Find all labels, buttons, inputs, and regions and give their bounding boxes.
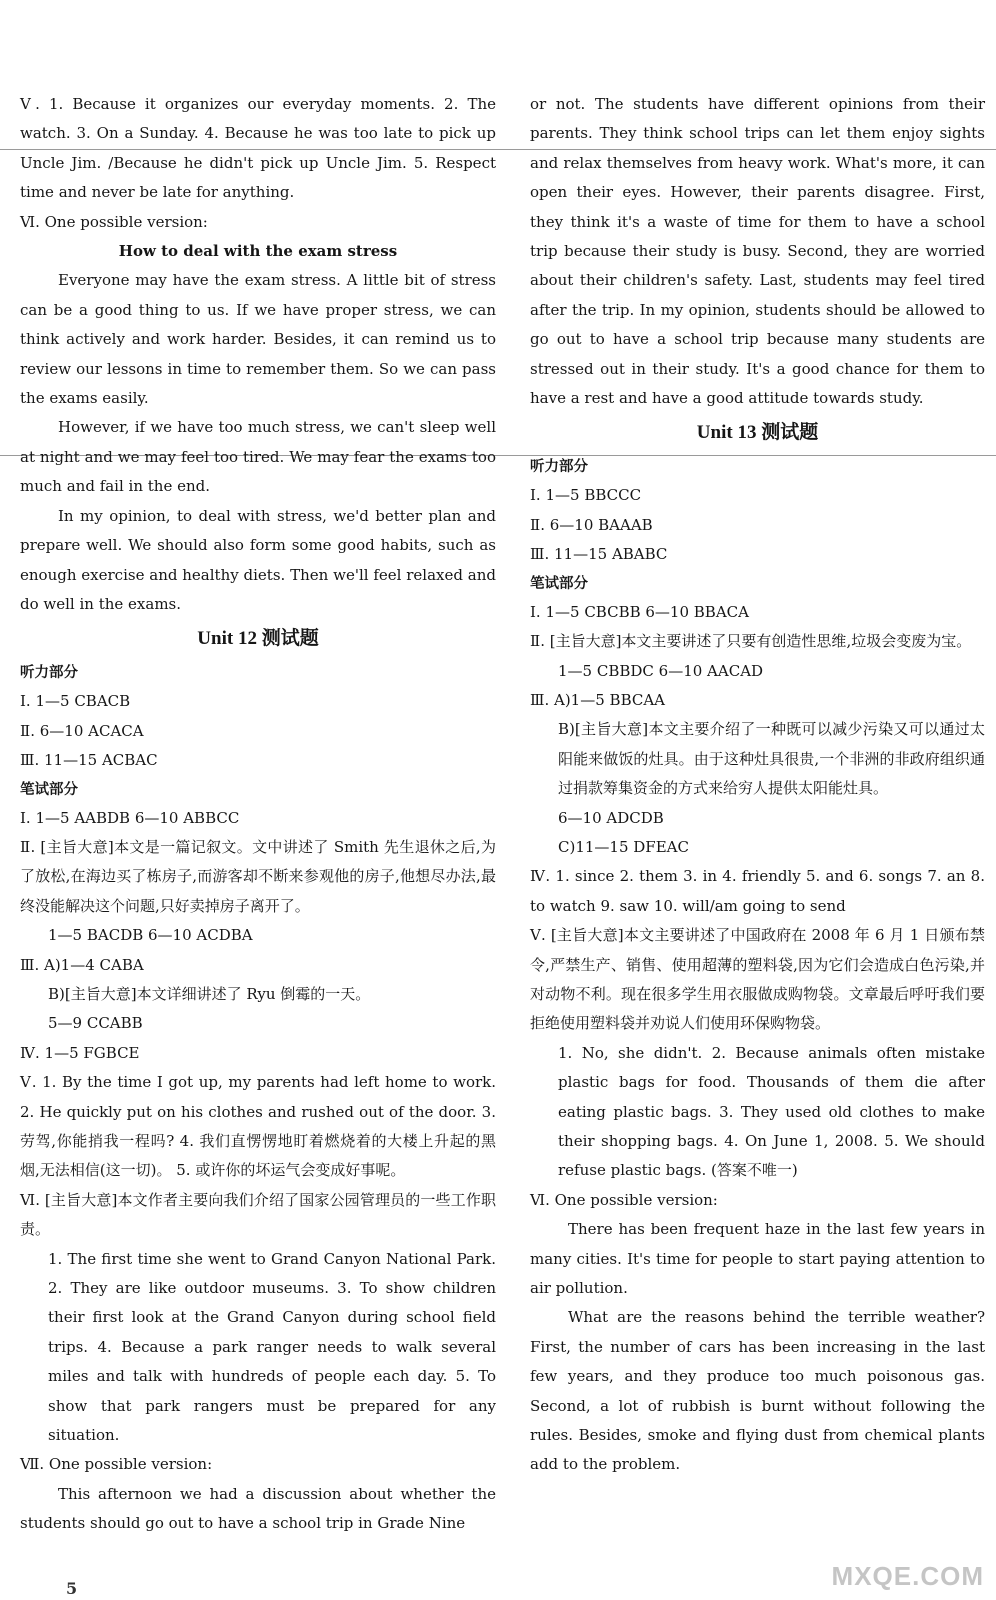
unit-title: Unit 12 测试题: [197, 628, 319, 650]
answer-paragraph: Ⅵ. One possible version:: [20, 212, 208, 231]
answer-paragraph: Everyone may have the exam stress. A little bit of stress can be a good thing to us. If we have proper stress, we can think actively and work harder. Besides, it can remind us to review our lessons in time to remember them. So we can pass the exams easily.: [20, 271, 496, 408]
answer-paragraph: Ⅳ. 1—5 FGBCE: [20, 1043, 140, 1062]
section-heading: 听力部分: [20, 665, 78, 682]
answer-paragraph: Ⅲ. A)1—4 CABA: [20, 955, 144, 974]
answer-paragraph: Ⅰ. 1—5 CBACB: [20, 692, 131, 711]
section-heading: 笔试部分: [20, 781, 78, 798]
answer-paragraph: 6—10 ADCDB: [558, 808, 664, 827]
answer-paragraph: Ⅳ. 1. since 2. them 3. in 4. friendly 5. and 6. songs 7. an 8. to watch 9. saw 10. will/am going to send: [530, 867, 985, 915]
answer-paragraph: 1. The first time she went to Grand Canyon National Park. 2. They are like outdoor museums. 3. To show children their first look at the Grand Canyon during school field trips. 4. Because a park ranger needs to walk several miles and talk with hundreds of people each day. 5. To show that park rangers must be prepared for any situation.: [48, 1249, 496, 1445]
answer-paragraph: Ⅲ. 11—15 ACBAC: [20, 751, 158, 770]
answer-paragraph: 5—9 CCABB: [48, 1014, 143, 1033]
answer-paragraph: What are the reasons behind the terrible weather? First, the number of cars has been increasing in the last few years, and they produce too much poisonous gas. Second, a lot of rubbish is burnt without following the rules. Besides, smoke and flying dust from chemical plants add to the problem.: [530, 1308, 985, 1474]
left-column: [20, 90, 496, 1539]
watermark-logo: MXQE.COM: [831, 1561, 984, 1591]
answer-paragraph: This afternoon we had a discussion about whether the students should go out to have a school trip in Grade Nine: [20, 1484, 496, 1533]
essay-title: How to deal with the exam stress: [118, 242, 398, 261]
right-column: [530, 90, 985, 1480]
answer-paragraph: Ⅰ. 1—5 CBCBB 6—10 BBACA: [530, 602, 749, 621]
answer-paragraph: C)11—15 DFEAC: [558, 837, 689, 856]
page-number: 5: [66, 1579, 78, 1598]
answer-paragraph: In my opinion, to deal with stress, we'd better plan and prepare well. We should also form some good habits, such as enough exercise and healthy diets. Then we'll feel relaxed and do well in the exams.: [20, 506, 496, 613]
answer-paragraph: Ⅴ. 1. By the time I got up, my parents had left home to work. 2. He quickly put on his clothes and rushed out of the door. 3. 劳驾,你能捎我一程吗? 4. 我们直愣愣地盯着燃烧着的大楼上升起的黑烟,无法相信(这一切)。 5. 或许你的坏运气会变成好事呢。: [20, 1073, 496, 1180]
answer-paragraph: Ⅴ. 1. Because it organizes our everyday moments. 2. The watch. 3. On a Sunday. 4. Because he was too late to pick up Uncle Jim. /Because he didn't pick up Uncle Jim. 5. Respect time and never be late for anything.: [20, 95, 496, 202]
answer-paragraph: 1—5 CBBDC 6—10 AACAD: [558, 661, 764, 680]
answer-paragraph: Ⅱ. [主旨大意]本文主要讲述了只要有创造性思维,垃圾会变废为宝。: [530, 632, 972, 651]
answer-paragraph: Ⅲ. 11—15 ABABC: [530, 545, 668, 564]
answer-paragraph: However, if we have too much stress, we can't sleep well at night and we may feel too tired. We may fear the exams too much and fail in the end.: [20, 418, 496, 496]
answer-paragraph: Ⅱ. [主旨大意]本文是一篇记叙文。文中讲述了 Smith 先生退休之后,为了放松,在海边买了栋房子,而游客却不断来参观他的房子,他想尽办法,最终没能解决这个问题,只好卖掉房子离开了。: [20, 837, 496, 915]
answer-paragraph: Ⅵ. [主旨大意]本文作者主要向我们介绍了国家公园管理员的一些工作职责。: [20, 1190, 496, 1239]
answer-paragraph: Ⅶ. One possible version:: [20, 1455, 213, 1474]
answer-paragraph: B)[主旨大意]本文主要介绍了一种既可以减少污染又可以通过太阳能来做饭的灶具。由于这种灶具很贵,一个非洲的非政府组织通过捐款筹集资金的方式来给穷人提供太阳能灶具。: [558, 720, 985, 798]
answer-paragraph: B)[主旨大意]本文详细讲述了 Ryu 倒霉的一天。: [48, 984, 371, 1003]
answer-paragraph: Ⅰ. 1—5 BBCCC: [530, 486, 642, 505]
answer-paragraph: 1—5 BACDB 6—10 ACDBA: [48, 926, 253, 945]
answer-paragraph: Ⅰ. 1—5 AABDB 6—10 ABBCC: [20, 808, 240, 827]
answer-paragraph: Ⅱ. 6—10 BAAAB: [530, 515, 653, 534]
answer-paragraph: or not. The students have different opinions from their parents. They think school trips can let them enjoy sights and relax themselves from heavy work. What's more, it can open their eyes. However, their parents disagree. First, they think it's a waste of time for them to have a school trip because their study is busy. Second, they are worried about their children's safety. Last, students may feel tired after the trip. In my opinion, students should be allowed to go out to have a school trip because many students are stressed out in their study. It's a good chance for them to have a rest and have a good attitude towards study.: [530, 95, 985, 408]
answer-paragraph: Ⅵ. One possible version:: [530, 1190, 718, 1209]
answer-paragraph: 1. No, she didn't. 2. Because animals often mistake plastic bags for food. Thousands of them die after eating plastic bags. 3. They used old clothes to make their shopping bags. 4. On June 1, 2008. 5. We should refuse plastic bags. (答案不唯一): [558, 1043, 985, 1180]
section-heading: 听力部分: [530, 459, 588, 476]
answer-paragraph: Ⅱ. 6—10 ACACA: [20, 721, 144, 740]
section-heading: 笔试部分: [530, 575, 588, 592]
answer-paragraph: Ⅲ. A)1—5 BBCAA: [530, 690, 666, 709]
answer-paragraph: Ⅴ. [主旨大意]本文主要讲述了中国政府在 2008 年 6 月 1 日颁布禁令,严禁生产、销售、使用超薄的塑料袋,因为它们会造成白色污染,并对动物不利。现在很多学生用衣服做成购物袋。文章最后呼吁我们要拒绝使用塑料袋并劝说人们使用环保购物袋。: [530, 926, 985, 1033]
unit-title: Unit 13 测试题: [696, 422, 819, 444]
answer-paragraph: There has been frequent haze in the last few years in many cities. It's time for people to start paying attention to air pollution.: [530, 1220, 985, 1298]
